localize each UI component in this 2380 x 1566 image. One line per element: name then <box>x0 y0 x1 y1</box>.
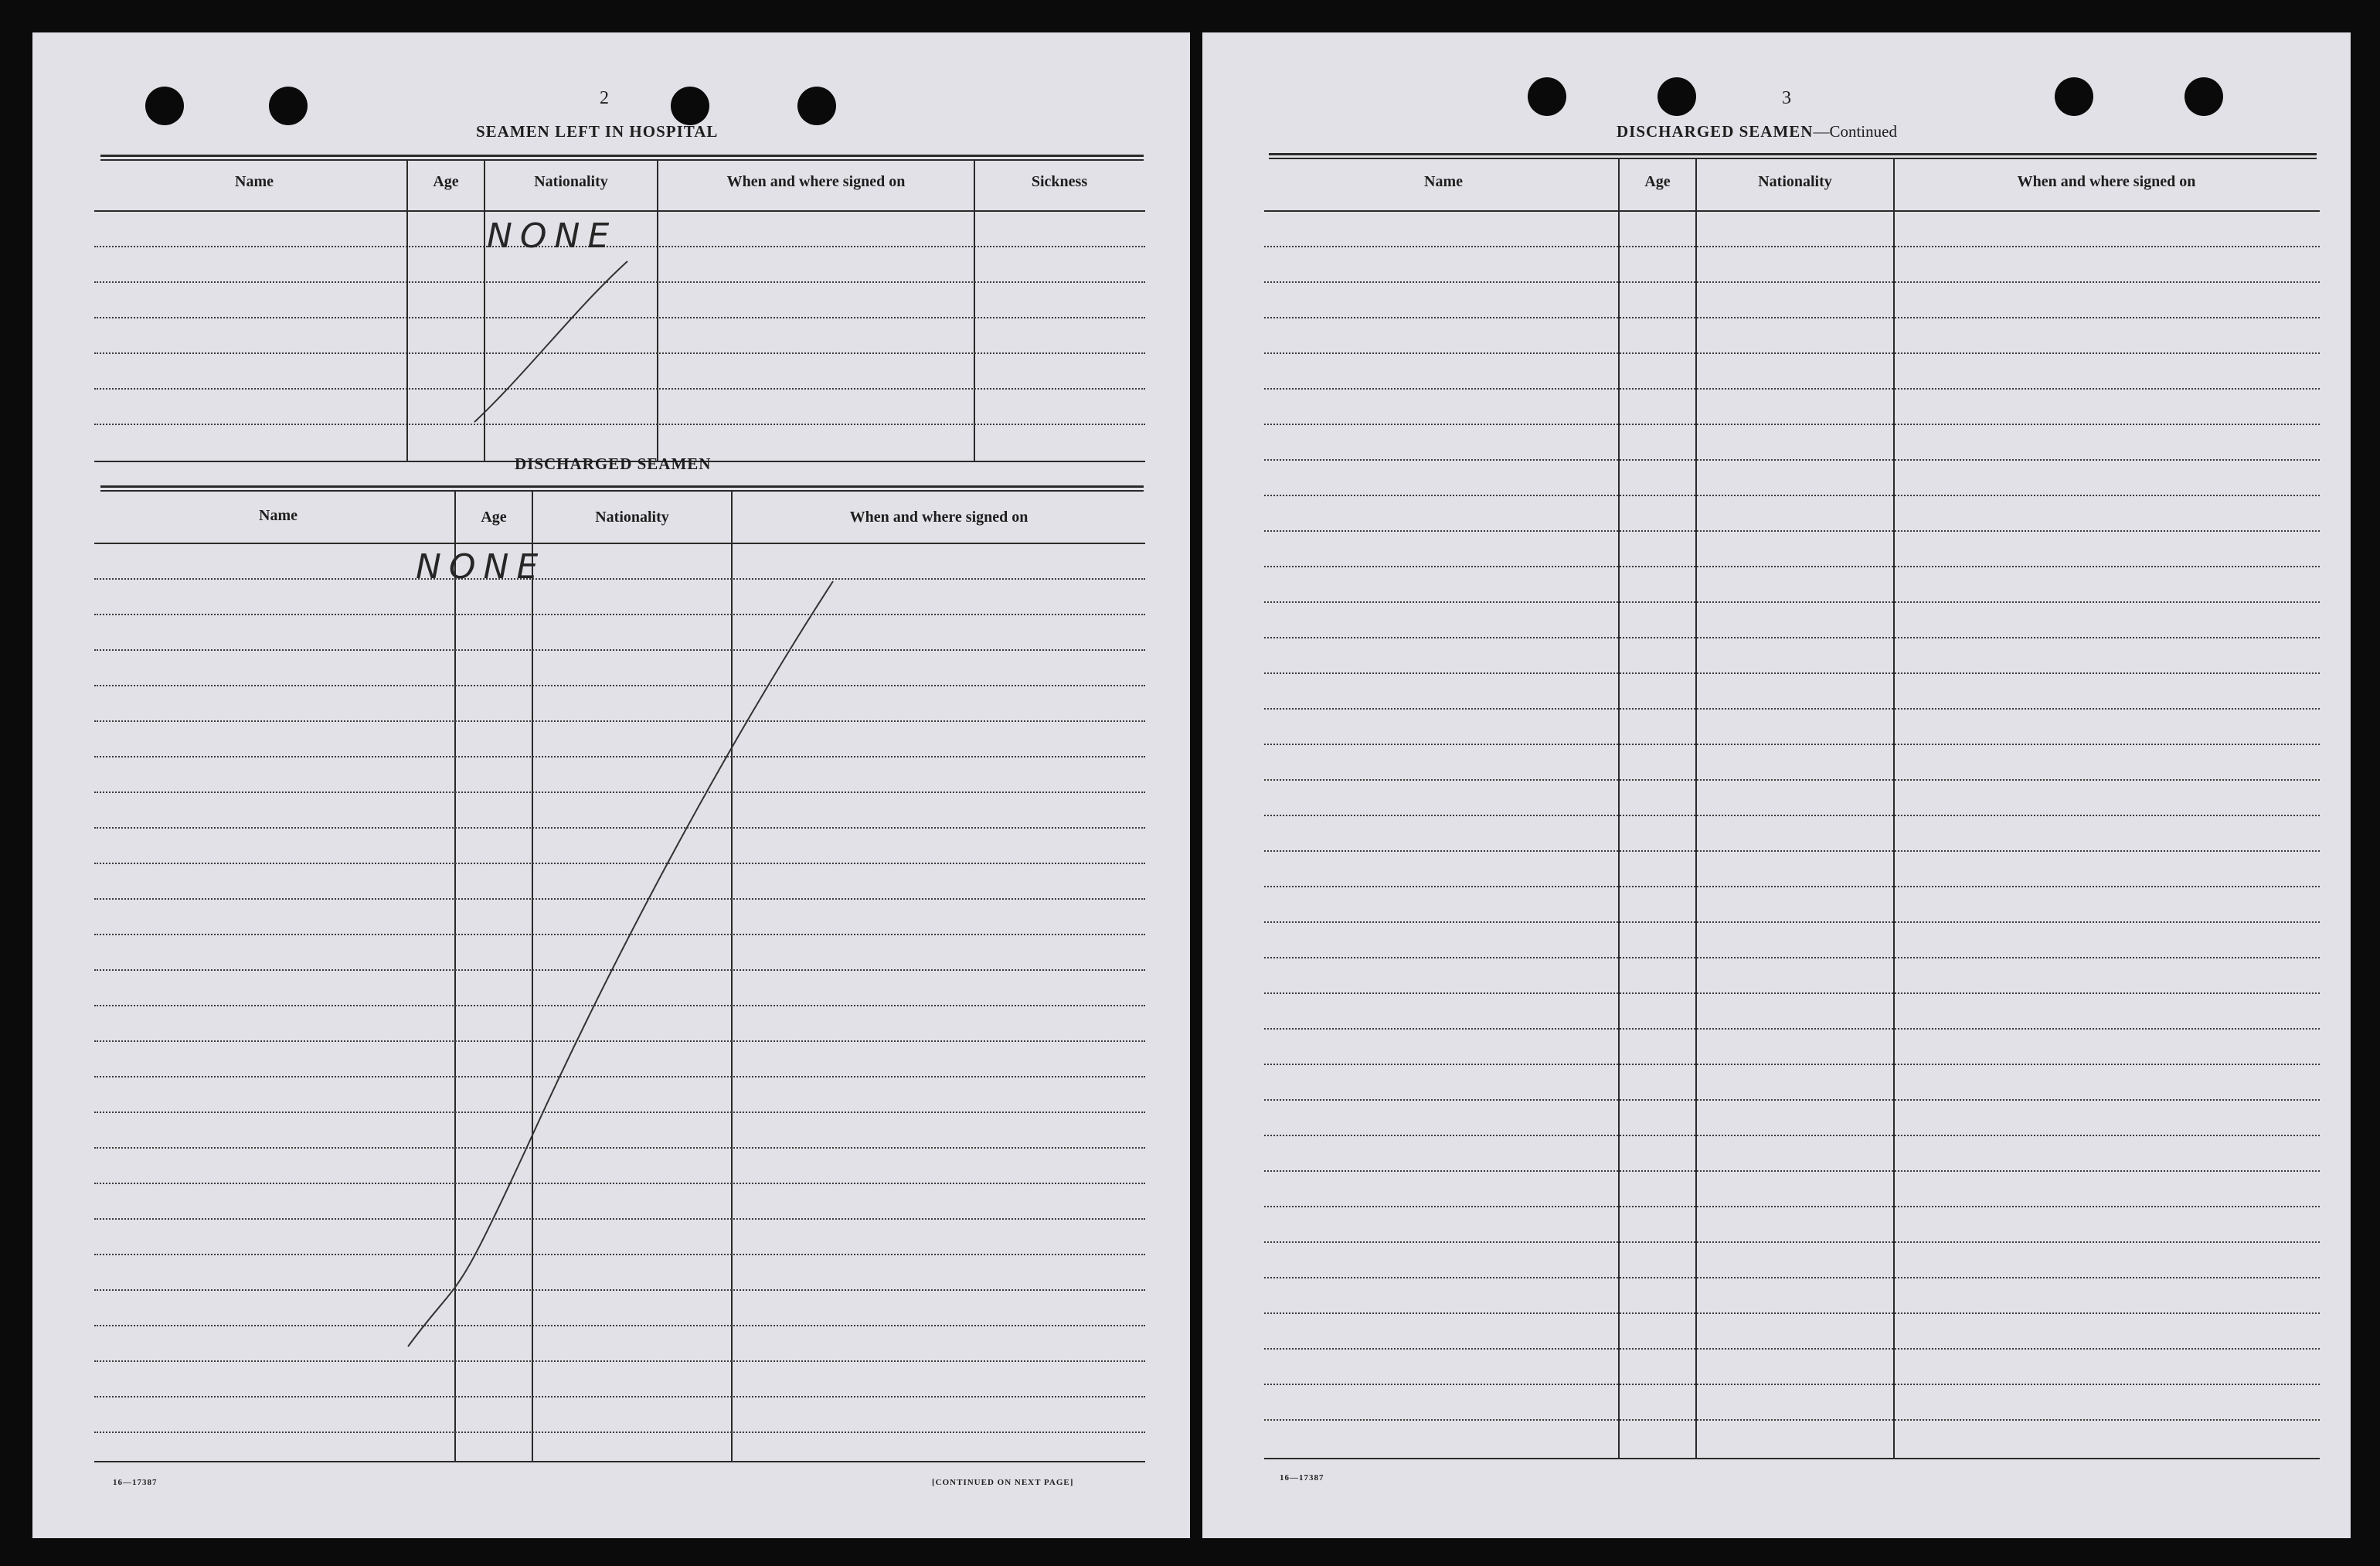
ruled-line <box>1264 637 2320 638</box>
ruled-line <box>1264 779 2320 781</box>
hospital-col-name: Name <box>235 173 274 190</box>
ruled-line <box>1264 1384 2320 1385</box>
ruled-line <box>1264 388 2320 390</box>
section-title-main: DISCHARGED SEAMEN <box>1617 122 1814 141</box>
ruled-line <box>1264 1206 2320 1207</box>
discharged-col-nationality: Nationality <box>595 509 669 526</box>
left-page <box>32 32 1190 1538</box>
col-name: Name <box>1424 173 1463 190</box>
discharged-strike-line <box>408 581 833 1346</box>
col-nationality: Nationality <box>1758 173 1832 190</box>
ruled-line <box>1264 744 2320 745</box>
col-age: Age <box>1644 173 1671 190</box>
ruled-line <box>1264 1028 2320 1030</box>
hospital-strike-line <box>474 261 627 422</box>
ruled-line <box>1264 672 2320 674</box>
discharged-col-age: Age <box>481 509 507 526</box>
continued-note: [CONTINUED ON NEXT PAGE] <box>932 1478 1074 1487</box>
table-divider <box>1618 159 1620 1458</box>
discharged-handwritten-none: NONE <box>416 547 546 587</box>
col-signed-on: When and where signed on <box>2017 173 2196 190</box>
ruled-line <box>1264 530 2320 532</box>
ruled-line <box>1264 850 2320 852</box>
ruled-line <box>1264 1419 2320 1421</box>
hospital-col-sickness: Sickness <box>1031 173 1088 190</box>
table-bottom-rule <box>1264 1458 2320 1459</box>
ruled-line <box>1264 566 2320 567</box>
ruled-line <box>1264 246 2320 247</box>
discharged-continued-title <box>1617 122 1897 141</box>
header-rule <box>1264 210 2320 212</box>
ruled-line <box>1264 957 2320 958</box>
table-divider <box>1893 159 1895 1458</box>
ruled-line <box>1264 1277 2320 1278</box>
page-number: 3 <box>1782 88 1791 108</box>
hospital-col-age: Age <box>433 173 459 190</box>
ruled-line <box>1264 815 2320 816</box>
ruled-line <box>1264 1348 2320 1350</box>
page-number: 2 <box>600 88 609 108</box>
hospital-handwritten-none: NONE <box>487 216 617 256</box>
punch-hole-icon <box>2184 77 2223 116</box>
ruled-line <box>1264 601 2320 603</box>
pen-strike-lines <box>32 32 1190 1538</box>
ruled-line <box>1264 317 2320 318</box>
hospital-col-signed-on: When and where signed on <box>726 173 906 190</box>
table-divider <box>1695 159 1697 1458</box>
ruled-line <box>1264 281 2320 283</box>
ruled-line <box>1264 1241 2320 1243</box>
punch-hole-icon <box>2055 77 2093 116</box>
discharged-col-signed-on: When and where signed on <box>849 509 1028 526</box>
table-top-rule <box>1269 153 2317 155</box>
ruled-line <box>1264 921 2320 923</box>
ruled-line <box>1264 886 2320 887</box>
ruled-line <box>1264 352 2320 354</box>
section-title-suffix: —Continued <box>1813 122 1897 141</box>
hospital-col-nationality: Nationality <box>534 173 608 190</box>
discharged-col-name: Name <box>259 507 298 524</box>
form-number: 16—17387 <box>1280 1473 1324 1483</box>
right-page <box>1202 32 2351 1538</box>
hospital-section-title: SEAMEN LEFT IN HOSPITAL <box>476 122 719 141</box>
punch-hole-icon <box>1528 77 1566 116</box>
ruled-line <box>1264 459 2320 461</box>
ruled-line <box>1264 708 2320 710</box>
discharged-section-title: DISCHARGED SEAMEN <box>515 454 712 473</box>
ruled-line <box>1264 992 2320 994</box>
table-top-rule-2 <box>1269 158 2317 159</box>
ruled-line <box>1264 495 2320 496</box>
ruled-line <box>1264 1064 2320 1065</box>
ruled-line <box>1264 1135 2320 1136</box>
ruled-line <box>1264 1312 2320 1314</box>
ruled-line <box>1264 1099 2320 1101</box>
ruled-line <box>1264 424 2320 425</box>
form-number: 16—17387 <box>113 1478 158 1487</box>
ruled-line <box>1264 1170 2320 1172</box>
punch-hole-icon <box>1658 77 1696 116</box>
